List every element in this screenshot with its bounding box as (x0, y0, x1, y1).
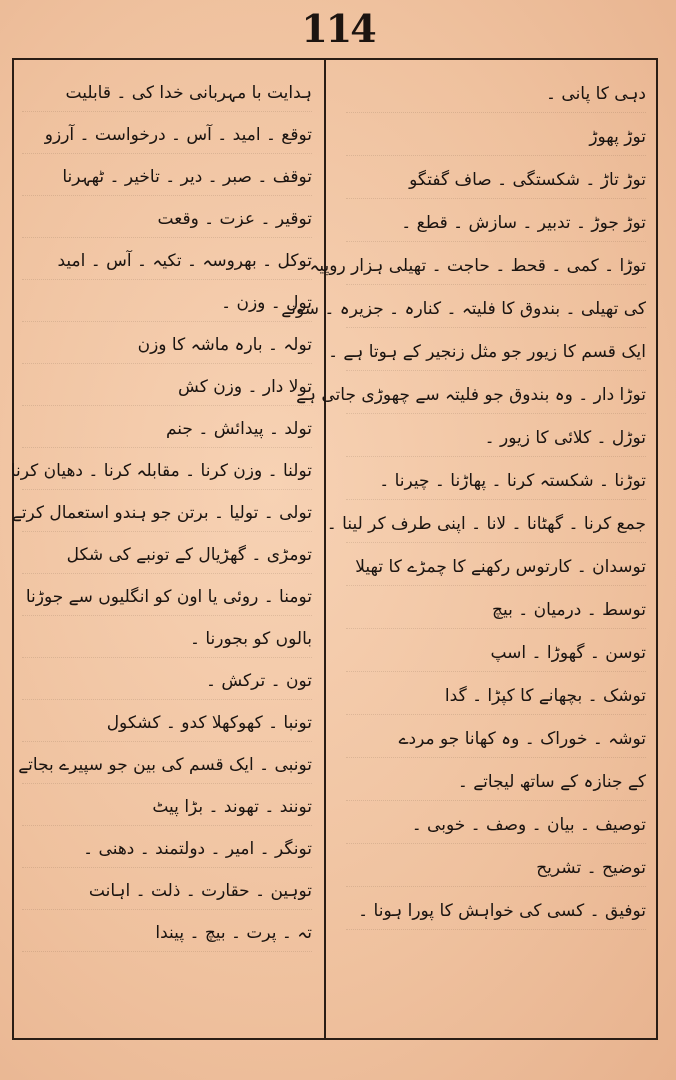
entry-line: توڑ جوڑ ۔ تدبیر ۔ سازش ۔ قطع ۔ (346, 199, 646, 242)
entry-line: تونبا ۔ کھوکھلا کدو ۔ کشکول (22, 700, 312, 742)
entry-line: بالوں کو بجورنا ۔ (22, 616, 312, 658)
entry-line: توقع ۔ امید ۔ آس ۔ درخواست ۔ آرزو (22, 112, 312, 154)
entry-line: توڑ پھوڑ (346, 113, 646, 156)
entry-line: تومنا ۔ روئی یا اون کو انگلیوں سے جوڑنا (22, 574, 312, 616)
entry-line: تول ۔ وزن ۔ (22, 280, 312, 322)
entry-line: تون ۔ ترکش ۔ (22, 658, 312, 700)
left-column (10, 70, 312, 1032)
entry-line: تونند ۔ تھوند ۔ بڑا پیٹ (22, 784, 312, 826)
entry-line: توقف ۔ صبر ۔ دیر ۔ تاخیر ۔ ٹھہرنا (22, 154, 312, 196)
entry-line: جمع کرنا ۔ گھٹانا ۔ لانا ۔ اپنی طرف کر لینا ۔ (346, 500, 646, 543)
entry-line: توسدان ۔ کارتوس رکھنے کا چمڑے کا تھیلا (346, 543, 646, 586)
entry-line: توڑ تاڑ ۔ شکستگی ۔ صاف گفتگو (346, 156, 646, 199)
entry-line: تولا دار ۔ وزن کش (22, 364, 312, 406)
page-number: 114 (301, 6, 375, 51)
right-column (281, 70, 646, 1032)
entry-line: توصیف ۔ بیان ۔ وصف ۔ خوبی ۔ (346, 801, 646, 844)
entry-line: تونگر ۔ امیر ۔ دولتمند ۔ دھنی ۔ (22, 826, 312, 868)
entry-line: ایک قسم کا زیور جو مثل زنجیر کے ہوتا ہے ۔ (346, 328, 646, 371)
entry-line: توضیح ۔ تشریح (346, 844, 646, 887)
entry-line: کے جنازہ کے ساتھ لیجاتے ۔ (346, 758, 646, 801)
column-divider (324, 60, 326, 1038)
entry-line: توڑا ۔ کمی ۔ قحط ۔ حاجت ۔ تھیلی ہزار روپیہ (346, 242, 646, 285)
entry-line: توڑنا ۔ شکستہ کرنا ۔ پھاڑنا ۔ چیرنا ۔ (346, 457, 646, 500)
entry-line: توڑا دار ۔ وہ بندوق جو فلیتہ سے چھوڑی جاتی ہے (346, 371, 646, 414)
entry-line: توفیق ۔ کسی کی خواہش کا پورا ہونا ۔ (346, 887, 646, 930)
entry-line: دہی کا پانی ۔ (346, 70, 646, 113)
entry-line: تومڑی ۔ گھڑیال کے تونبے کی شکل (22, 532, 312, 574)
entry-line: توہین ۔ حقارت ۔ ذلت ۔ اہانت (22, 868, 312, 910)
entry-line: توشہ ۔ خوراک ۔ وہ کھانا جو مردے (346, 715, 646, 758)
entry-line: تولہ ۔ بارہ ماشہ کا وزن (22, 322, 312, 364)
entry-line: توسط ۔ درمیان ۔ بیچ (346, 586, 646, 629)
entry-line: تولنا ۔ وزن کرنا ۔ مقابلہ کرنا ۔ دھیان کرنا (22, 448, 312, 490)
entry-line: توقیر ۔ عزت ۔ وقعت (22, 196, 312, 238)
page-frame (12, 58, 658, 1040)
entry-line: تونبی ۔ ایک قسم کی بین جو سپیرے بجاتے (22, 742, 312, 784)
entry-line: کی تھیلی ۔ بندوق کا فلیتہ ۔ کنارہ ۔ جزیرہ ۔ سونے (346, 285, 646, 328)
entry-line: تہ ۔ پرت ۔ بیچ ۔ پیندا (22, 910, 312, 952)
entry-line: تولی ۔ تولیا ۔ برتن جو ہندو استعمال کرتے (22, 490, 312, 532)
entry-line: تولد ۔ پیدائش ۔ جنم (22, 406, 312, 448)
entry-line: توسن ۔ گھوڑا ۔ اسپ (346, 629, 646, 672)
entry-line: ہدایت با مہربانی خدا کی ۔ قابلیت (22, 70, 312, 112)
entry-line: توڑل ۔ کلائی کا زیور ۔ (346, 414, 646, 457)
entry-line: توکل ۔ بھروسہ ۔ تکیہ ۔ آس ۔ امید (22, 238, 312, 280)
entry-line: توشک ۔ بچھانے کا کپڑا ۔ گدا (346, 672, 646, 715)
